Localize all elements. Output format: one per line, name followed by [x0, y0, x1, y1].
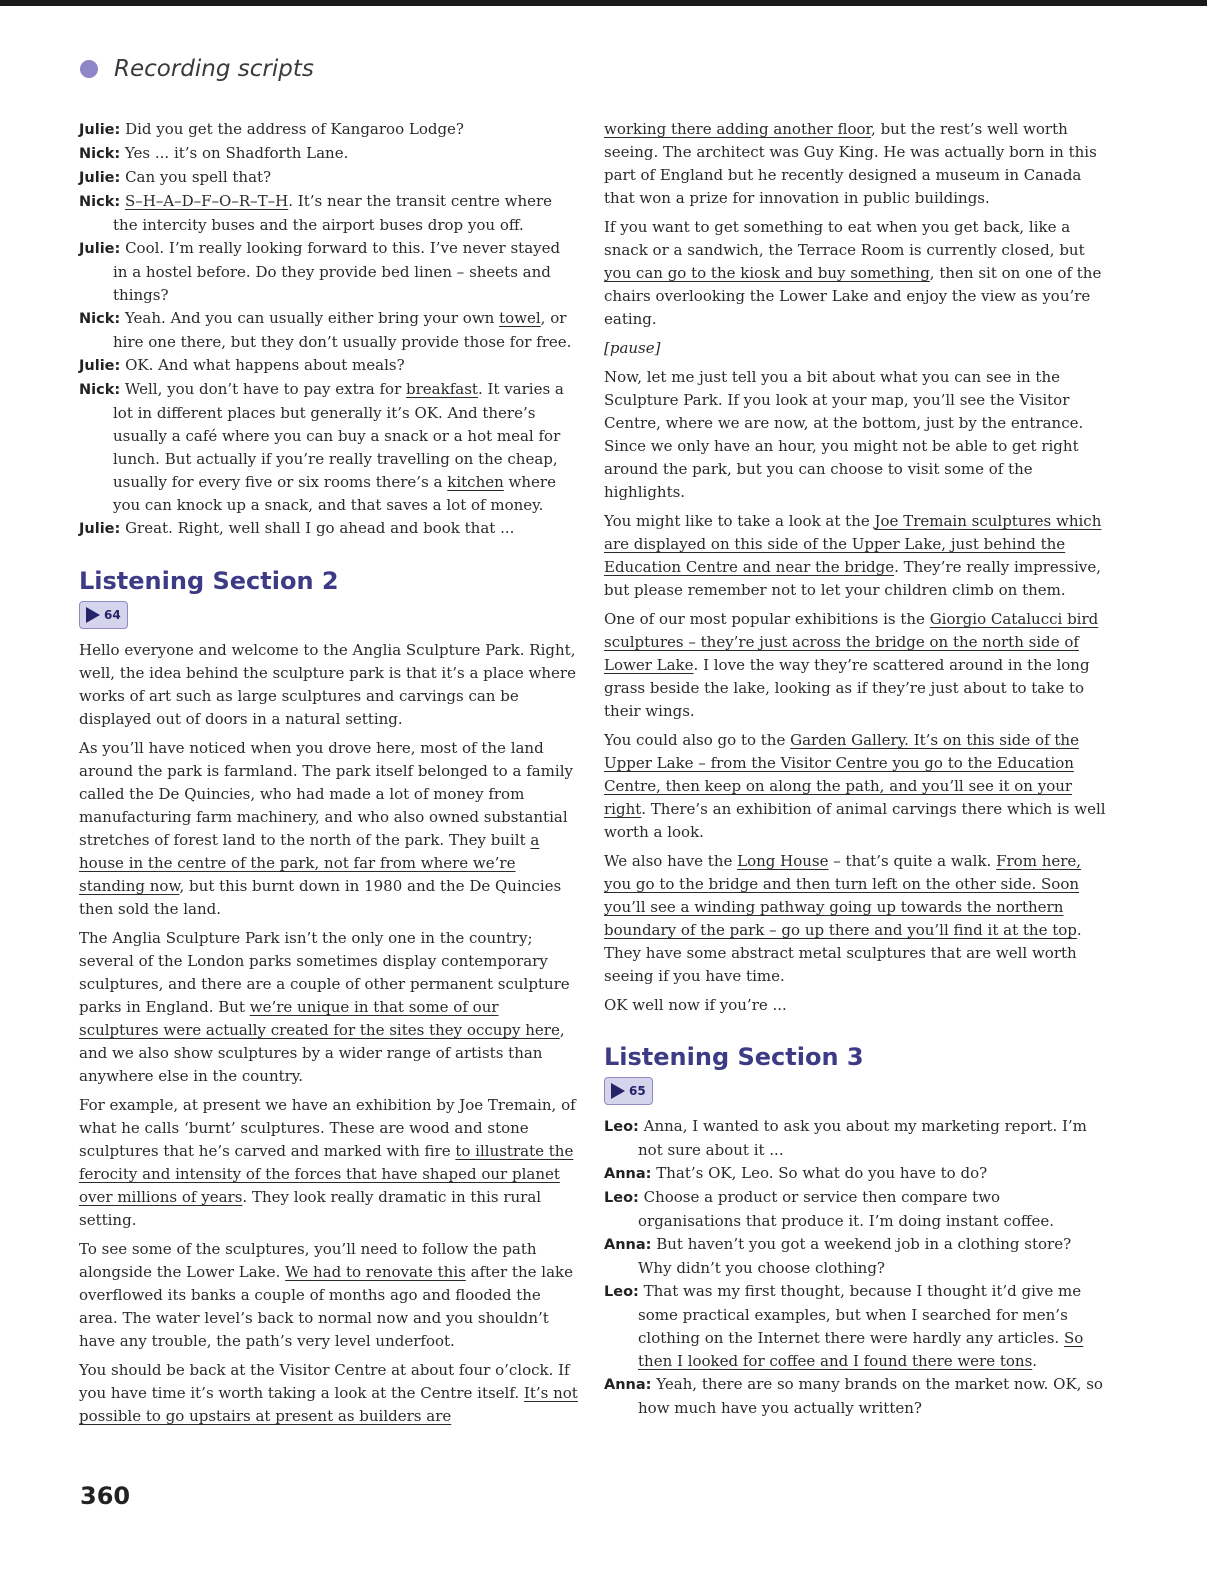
- bullet-dot-icon: [80, 60, 98, 78]
- play-icon: [86, 607, 100, 623]
- dialogue-line: Leo: Anna, I wanted to ask you about my marketing report. I’m not sure about it ...: [604, 1117, 1087, 1159]
- paragraph: You should be back at the Visitor Centre at about four o’clock. If you have time it’s worth taking a look at the Centre itself. It’s not possible to go upstairs at present as builders are: [79, 1361, 578, 1425]
- paragraph: One of our most popular exhibitions is the Giorgio Catalucci bird sculptures – they’re just across the bridge on the north side of Lower Lake. I love the way they’re scattered around in the long grass beside the lake, looking as if they’re just about to take to their wings.: [604, 610, 1099, 720]
- dialogue-line: Anna: But haven’t you got a weekend job in a clothing store? Why didn’t you choose clothing?: [604, 1235, 1072, 1277]
- paragraph: If you want to get something to eat when you get back, like a snack or a sandwich, the Terrace Room is currently closed, but you can go to the kiosk and buy something, then sit on one of the chairs overlooking the Lower Lake and enjoy the view as you’re eating.: [604, 218, 1102, 328]
- audio-track-badge[interactable]: [604, 1077, 653, 1105]
- dialogue-line: Julie: Can you spell that?: [79, 168, 272, 186]
- dialogue-line: Nick: Well, you don’t have to pay extra for breakfast. It varies a lot in different places but generally it’s OK. And there’s usually a café where you can buy a snack or a hot meal for lunch. But actually if you’re really travelling on the cheap, usually for every five or six rooms there’s a kitchen where you can knock up a snack, and that saves a lot of money.: [79, 380, 564, 514]
- section-heading: Listening Section 3: [604, 1043, 864, 1071]
- dialogue-line: Leo: That was my first thought, because I thought it’d give me some practical examples, but when I searched for men’s clothing on the Internet there were hardly any articles. So then I looked for coffee and I found there were tons.: [604, 1282, 1084, 1370]
- paragraph: Hello everyone and welcome to the Anglia Sculpture Park. Right, well, the idea behind the sculpture park is that it’s a place where works of art such as large sculptures and carvings can be displayed out of doors in a natural setting.: [79, 641, 576, 728]
- paragraph: You could also go to the Garden Gallery. It’s on this side of the Upper Lake – from the Visitor Centre you go to the Education Centre, then keep on along the path, and you’ll see it on your right. There’s an exhibition of animal carvings there which is well worth a look.: [604, 731, 1106, 841]
- section-heading: Listening Section 2: [79, 567, 339, 595]
- section3-heading-block: [604, 1043, 1106, 1115]
- audio-track-badge[interactable]: [79, 601, 128, 629]
- play-icon: [611, 1083, 625, 1099]
- section2-heading-block: [79, 567, 579, 639]
- section1-dialogue: [79, 118, 579, 541]
- dialogue-line: Nick: Yeah. And you can usually either bring your own towel, or hire one there, but they don’t usually provide those for free.: [79, 309, 572, 351]
- paragraph: For example, at present we have an exhibition by Joe Tremain, of what he calls ‘burnt’ sculptures. These are wood and stone sculptures that he’s carved and marked with fire to illustrate the ferocity and intensity of the forces that have shaped our planet over millions of years. They look really dramatic in this rural setting.: [79, 1096, 576, 1229]
- dialogue-line: Nick: Yes ... it’s on Shadforth Lane.: [79, 144, 349, 162]
- top-border: [0, 0, 1207, 6]
- section3-dialogue: [604, 1115, 1106, 1420]
- paragraph: As you’ll have noticed when you drove here, most of the land around the park is farmland. The park itself belonged to a family called the De Quincies, who had made a lot of money from manufacturing farm machinery, and who also owned substantial stretches of forest land to the north of the park. They built a house in the centre of the park, not far from where we’re standing now, but this burnt down in 1980 and the De Quincies then sold the land.: [79, 739, 573, 918]
- track-number: 65: [629, 1084, 646, 1098]
- paragraph: To see some of the sculptures, you’ll need to follow the path alongside the Lower Lake. We had to renovate this after the lake overflowed its banks a couple of months ago and flooded the area. The water level’s back to normal now and you shouldn’t have any trouble, the path’s very level underfoot.: [79, 1240, 573, 1350]
- dialogue-line: Leo: Choose a product or service then compare two organisations that produce it. I’m doing instant coffee.: [604, 1188, 1055, 1230]
- dialogue-line: Anna: That’s OK, Leo. So what do you have to do?: [604, 1164, 988, 1182]
- dialogue-line: Julie: OK. And what happens about meals?: [79, 356, 405, 374]
- dialogue-line: Anna: Yeah, there are so many brands on the market now. OK, so how much have you actually written?: [604, 1375, 1103, 1417]
- paragraph: Now, let me just tell you a bit about what you can see in the Sculpture Park. If you look at your map, you’ll see the Visitor Centre, where we are now, at the bottom, just by the entrance. Since we only have an hour, you might not be able to get right around the park, but you can choose to visit some of the highlights.: [604, 368, 1084, 501]
- pause-marker: [pause]: [604, 339, 661, 357]
- dialogue-line: Julie: Cool. I’m really looking forward to this. I’ve never stayed in a hostel before. Do they provide bed linen – sheets and things?: [79, 239, 561, 304]
- dialogue-line: Julie: Did you get the address of Kangaroo Lodge?: [79, 120, 464, 138]
- dialogue-line: Nick: S–H–A–D–F–O–R–T–H. It’s near the transit centre where the intercity buses and the airport buses drop you off.: [79, 192, 553, 234]
- paragraph: We also have the Long House – that’s quite a walk. From here, you go to the bridge and then turn left on the other side. Soon you’ll see a winding pathway going up towards the northern boundary of the park – go up there and you’ll find it at the top. They have some abstract metal sculptures that are well worth seeing if you have time.: [604, 852, 1082, 985]
- paragraph: The Anglia Sculpture Park isn’t the only one in the country; several of the London parks sometimes display contemporary sculptures, and there are a couple of other permanent sculpture parks in England. But we’re unique in that some of our sculptures were actually created for the sites they occupy here, and we also show sculptures by a wider range of artists than anywhere else in the country.: [79, 929, 570, 1085]
- page-header: [80, 52, 314, 86]
- header-title: Recording scripts: [114, 56, 314, 82]
- page-number: 360: [80, 1482, 131, 1510]
- dialogue-line: Julie: Great. Right, well shall I go ahead and book that ...: [79, 519, 515, 537]
- right-column: [604, 118, 1106, 1420]
- left-column: [79, 118, 579, 1434]
- track-number: 64: [104, 608, 121, 622]
- paragraph: OK well now if you’re ...: [604, 996, 787, 1014]
- paragraph: working there adding another floor, but the rest’s well worth seeing. The architect was Guy King. He was actually born in this part of England but he recently designed a museum in Canada that won a prize for innovation in public buildings.: [604, 120, 1097, 207]
- paragraph: You might like to take a look at the Joe Tremain sculptures which are displayed on this side of the Upper Lake, just behind the Education Centre and near the bridge. They’re really impressive, but please remember not to let your children climb on them.: [604, 512, 1102, 599]
